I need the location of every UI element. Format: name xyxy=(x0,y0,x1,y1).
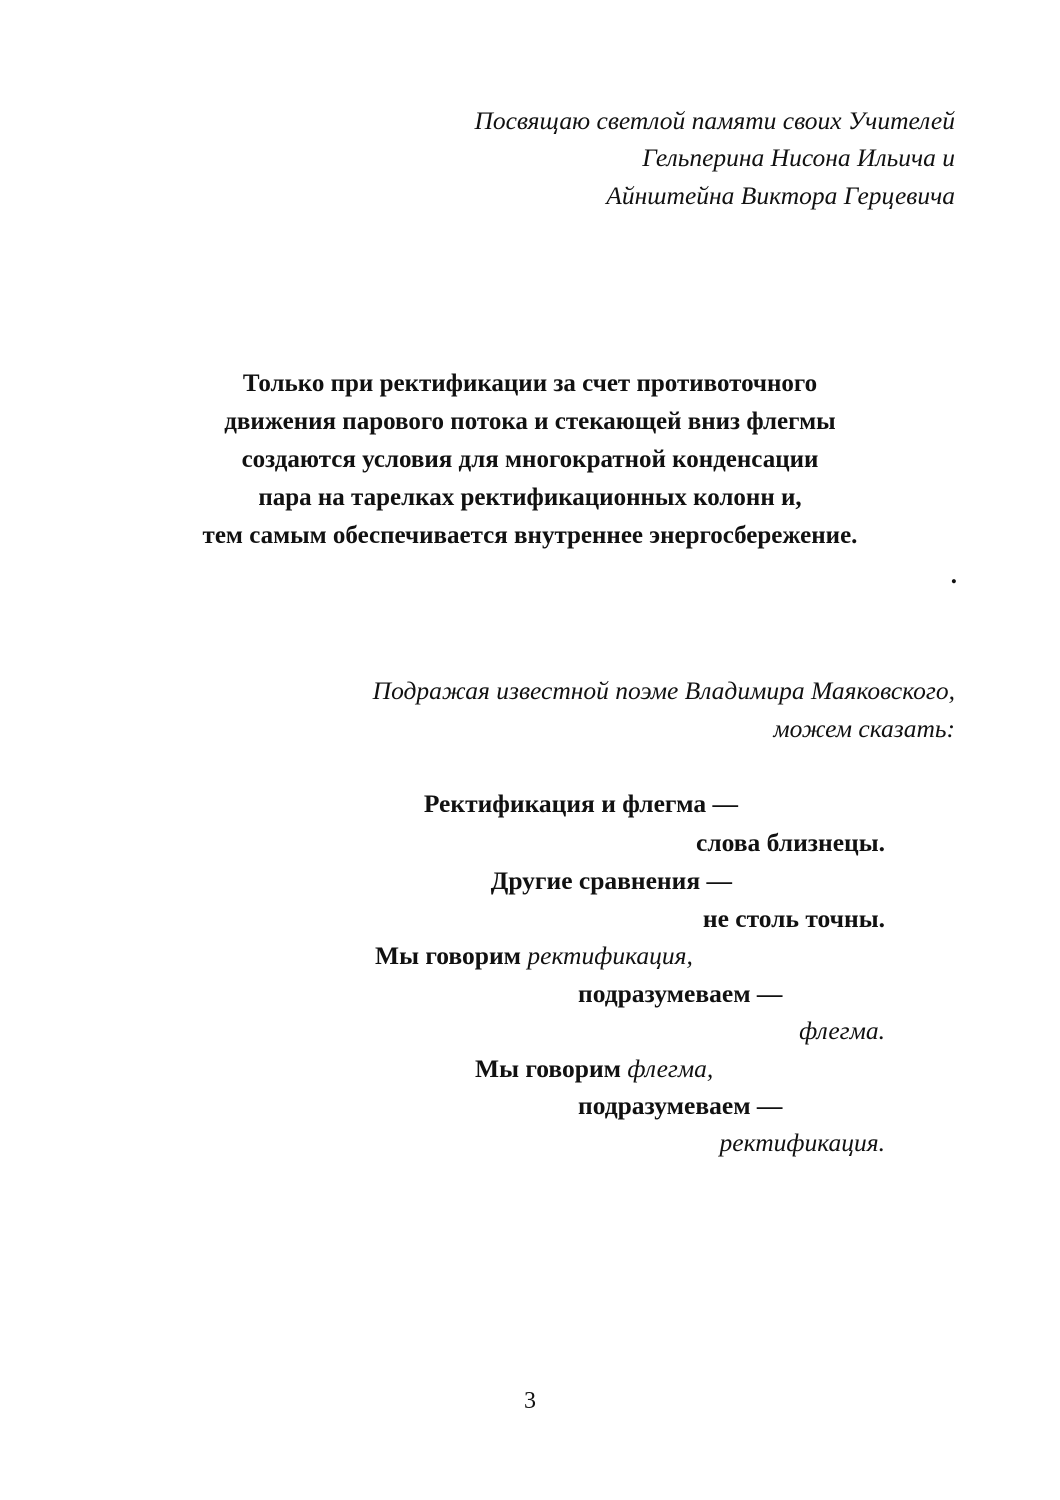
epigraph-line-2: движения парового потока и стекающей вниз флегмы xyxy=(224,408,836,435)
poem-line-10 xyxy=(720,1130,885,1156)
epigraph-line-4: пара на тарелках ректификационных колонн и, xyxy=(258,484,802,511)
poem-line-7 xyxy=(799,1018,885,1044)
intro-line-1: Подражая известной поэме Владимира Маяковского, xyxy=(372,676,955,705)
poem-line-8-text: Мы говорим xyxy=(475,1054,628,1083)
poem-line-6: подразумеваем — xyxy=(578,979,783,1008)
poem-line-9: подразумеваем — xyxy=(578,1091,783,1120)
poem-line-5-italic: ректификация xyxy=(527,941,687,970)
poem-line-8-italic: флегма xyxy=(627,1054,707,1083)
epigraph-line-1: Только при ректификации за счет противоточного xyxy=(242,370,818,397)
intro-line-2: можем сказать: xyxy=(773,714,955,743)
poem-line-1: Ректификация и флегма — xyxy=(423,789,738,818)
dedication-line-2: Гельперина Нисона Ильича и xyxy=(642,143,955,172)
dedication-line-1: Посвящаю светлой памяти своих Учителей xyxy=(474,106,955,135)
poem-line-5-text: Мы говорим xyxy=(375,941,528,970)
epigraph-line-5: тем самым обеспечивается внутреннее энергосбережение. xyxy=(202,522,858,549)
dedication-line-3: Айнштейна Виктора Герцевича xyxy=(606,181,955,210)
poem-line-2: слова близнецы. xyxy=(696,828,885,857)
poem-line-4: не столь точны. xyxy=(702,904,885,933)
poem-line-10-italic: ректификация. xyxy=(719,1128,885,1157)
poem-line-8-punct: , xyxy=(706,1054,714,1083)
poem-line-3: Другие сравнения — xyxy=(490,866,732,895)
poem-line-5 xyxy=(375,943,693,969)
stray-dot: . xyxy=(950,562,957,589)
poem-line-5-punct: , xyxy=(686,941,693,970)
poem-line-8 xyxy=(475,1056,713,1082)
poem-line-7-italic: флегма. xyxy=(799,1016,885,1045)
page-number: 3 xyxy=(524,1388,536,1414)
epigraph-line-3: создаются условия для многократной конденсации xyxy=(241,446,819,473)
